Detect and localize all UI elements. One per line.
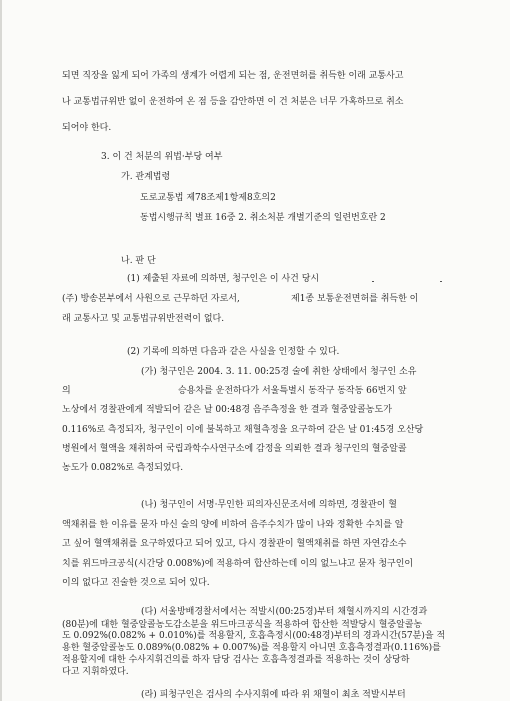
text-line: 병원에서 혈액을 채취하여 국립과학수사연구소에 감정을 의뢰한 결과 청구인의 혈중알콜 <box>62 444 407 454</box>
text-line: 나 교통법규위반 없이 운전하여 온 점 등을 감안하면 이 건 처분은 너무 가혹하므로 취소 <box>62 97 404 107</box>
text-line: (라) 피청구인은 검사의 수사지휘에 따라 위 채혈이 최초 적발시부터 <box>141 690 406 700</box>
text-line: (다) 서울방배경찰서에서는 적발시(00:25경)부터 채혈시까지의 시간경과 <box>141 606 428 617</box>
text-line: 다고 지휘하였다. <box>62 667 129 678</box>
text-line: 액채취를 한 이유를 묻자 마신 술의 양에 비하여 음주수치가 많이 나와 정확한 수치를 알 <box>62 520 404 530</box>
text-line: 되면 직장을 잃게 되어 가족의 생계가 어렵게 되는 점, 운전면허를 취득한 이래 교통사고 <box>62 71 404 81</box>
text-line: (80분)에 대한 혈중알콜농도감소분을 위드마크공식을 적용하여 합산한 적발당시 혈중알콜농 <box>62 619 423 630</box>
text-line: 의 <box>62 386 71 396</box>
subsection-heading: 나. 판 단 <box>121 256 156 266</box>
text-line: 적용할지에 대한 수사지휘건의를 하자 담당 검사는 호흡측정결과를 적용하는 것이 상당하 <box>62 655 410 666</box>
text-line: 승용차를 운전하다가 서울특별시 동작구 동작동 66번지 앞 <box>178 386 407 396</box>
text-line: 노상에서 경찰관에게 적발되어 같은 날 00:48경 음주측정을 한 결과 혈중알콜농도가 <box>62 405 392 415</box>
scan-edge <box>0 0 2 701</box>
text-line: 농도가 0.082%로 측정되었다. <box>62 463 184 473</box>
text-line: (1) 제출된 자료에 의하면, 청구인은 이 사건 당시 <box>127 274 320 284</box>
text-line: 고 싶어 혈액채취를 요구하였다고 되어 있고, 다시 경찰관이 혈액채취를 하면 자연감소수 <box>62 539 407 549</box>
text-line: 되어야 한다. <box>62 123 112 133</box>
scan-mark <box>440 281 442 282</box>
text-line: (주) 방송본부에서 사원으로 근무하던 자로서, <box>62 294 240 304</box>
law-reference: 도로교통법 제78조제1항제8호의2 <box>140 193 276 203</box>
section-heading: 3. 이 건 처분의 위법·부당 여부 <box>101 152 223 162</box>
text-line: 용한 혈중알콜농도 0.089%(0.082% + 0.007%)를 적용할지 아니면 호흡측정결과(0.116%)를 <box>62 643 441 654</box>
text-line: (2) 기록에 의하면 다음과 같은 사실을 인정할 수 있다. <box>127 347 340 357</box>
scan-mark <box>372 281 374 282</box>
law-reference: 동법시행규칙 별표 16중 2. 취소처분 개별기준의 일련번호란 2 <box>140 213 386 223</box>
text-line: (나) 청구인이 서명·무인한 피의자신문조서에 의하면, 경찰관이 혈 <box>141 500 397 510</box>
text-line: 0.116%로 측정되자, 청구인이 이에 불복하고 채혈측정을 요구하여 같은 날 01:45경 오산당 <box>62 425 424 435</box>
text-line: 이의 없다고 진술한 것으로 되어 있다. <box>62 578 210 588</box>
text-line: 래 교통사고 및 교통법규위반전력이 없다. <box>62 314 225 324</box>
text-line: 치를 위드마크공식(시간당 0.008%)에 적용하여 합산하는데 이의 없느냐고 묻자 청구인이 <box>62 559 414 569</box>
text-line: 도 0.092%(0.082% + 0.010%)를 적용할지, 호흡측정시(00:48경)부터의 경과시간(57분)을 적 <box>62 631 446 642</box>
subsection-heading: 가. 관계법령 <box>121 172 171 182</box>
text-line: 제1종 보통운전면허를 취득한 이 <box>291 294 419 304</box>
text-line: (가) 청구인은 2004. 3. 11. 00:25경 술에 취한 상태에서 청구인 소유 <box>141 367 417 377</box>
